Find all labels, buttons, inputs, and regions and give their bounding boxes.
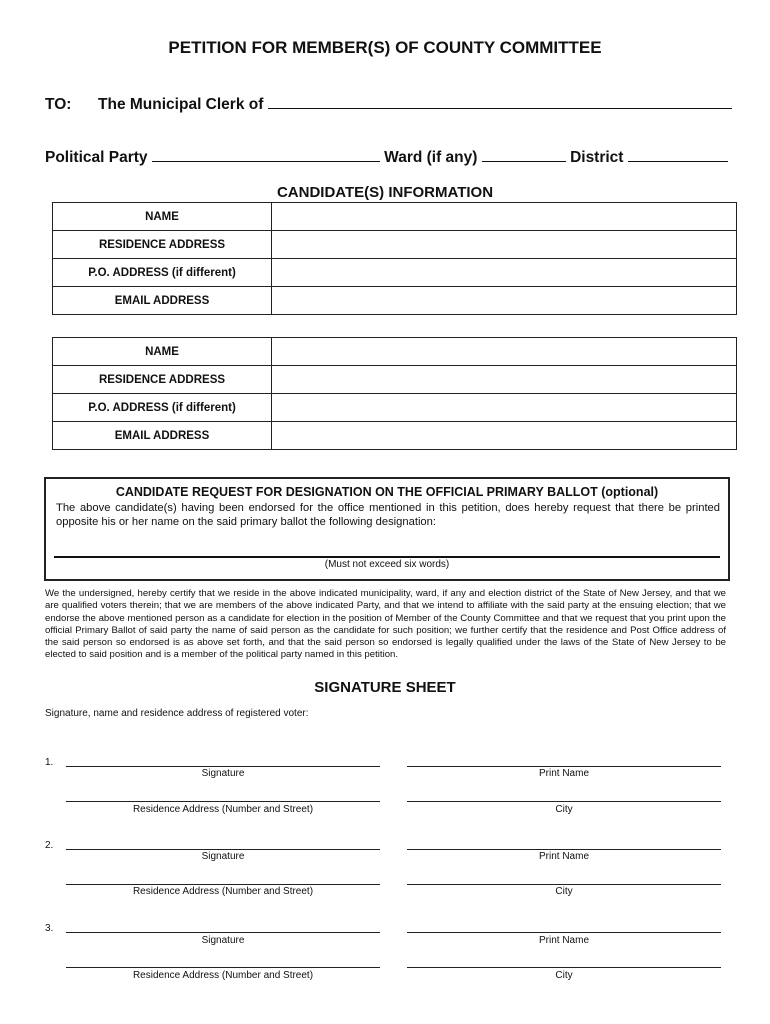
email-address-label: EMAIL ADDRESS: [53, 287, 272, 315]
table-row: [53, 231, 737, 259]
document-title: PETITION FOR MEMBER(S) OF COUNTY COMMITTEE: [168, 38, 602, 57]
candidate-table-1: [52, 202, 737, 315]
ballot-designation-text: The above candidate(s) having been endorsed for the office mentioned in this petition, does hereby request that there be printed opposite his or her name on the said primary ballot the following designation:: [56, 502, 720, 528]
municipal-clerk-field[interactable]: [268, 95, 732, 109]
signer-number: 1.: [45, 757, 54, 768]
candidate-1-name-field[interactable]: [272, 203, 737, 231]
candidate-2-name-field[interactable]: [272, 338, 737, 366]
ballot-designation-note: (Must not exceed six words): [324, 559, 450, 570]
candidate-table-2: [52, 337, 737, 450]
table-row: [53, 203, 737, 231]
signature-intro: Signature, name and residence address of registered voter:: [45, 708, 309, 719]
table-row: [53, 259, 737, 287]
ballot-designation-box: [44, 477, 730, 581]
city-label: City: [555, 886, 573, 897]
print-name-field[interactable]: [407, 932, 721, 933]
candidates-section-title: CANDIDATE(S) INFORMATION: [276, 184, 494, 201]
residence-address-field[interactable]: [66, 884, 380, 885]
signature-field[interactable]: [66, 766, 380, 767]
candidate-2-po-field[interactable]: [272, 394, 737, 422]
to-line: [45, 95, 732, 114]
city-label: City: [555, 970, 573, 981]
city-field[interactable]: [407, 801, 721, 802]
residence-address-label: Residence Address (Number and Street): [132, 804, 314, 815]
candidate-2-residence-field[interactable]: [272, 366, 737, 394]
city-field[interactable]: [407, 884, 721, 885]
print-name-field[interactable]: [407, 766, 721, 767]
table-row: [53, 422, 737, 450]
party-ward-district-line: [45, 148, 728, 167]
table-row: [53, 287, 737, 315]
table-row: [53, 394, 737, 422]
signature-field[interactable]: [66, 849, 380, 850]
district-label: District: [570, 149, 624, 166]
ballot-designation-field[interactable]: [54, 556, 720, 558]
candidate-1-email-field[interactable]: [272, 287, 737, 315]
residence-address-label: Residence Address (Number and Street): [132, 970, 314, 981]
city-label: City: [555, 804, 573, 815]
signature-label: Signature: [201, 935, 245, 946]
political-party-field[interactable]: [152, 148, 380, 162]
print-name-label: Print Name: [538, 851, 589, 862]
political-party-label: Political Party: [45, 149, 148, 166]
name-label: NAME: [53, 338, 272, 366]
signature-field[interactable]: [66, 932, 380, 933]
print-name-field[interactable]: [407, 849, 721, 850]
ward-label: Ward (if any): [384, 149, 478, 166]
name-label: NAME: [53, 203, 272, 231]
residence-address-field[interactable]: [66, 967, 380, 968]
candidate-1-po-field[interactable]: [272, 259, 737, 287]
email-address-label: EMAIL ADDRESS: [53, 422, 272, 450]
residence-address-label: RESIDENCE ADDRESS: [53, 366, 272, 394]
certification-text: We the undersigned, hereby certify that we reside in the above indicated municipality, ward, if any and election district of the State of New Jersey, and that we are qualified voters therein; that we are members of the above indicated Party, and that we intend to affiliate with the said party at the ensuing election; that we endorse the above mentioned person as a candidate for election in the position of Member of the County Committee and that we request that you print upon the official Primary Ballot of said party the name of said person as the candidate for such position; we further certify that the residence and Post Office address of the said person so endorsed is as above set forth, and that the said person so endorsed is legally qualified under the laws of the State of New Jersey to be elected to said position and is a member of the political party named in this petition.: [45, 588, 726, 661]
municipal-clerk-label: The Municipal Clerk of: [98, 96, 264, 113]
signer-number: 3.: [45, 923, 54, 934]
ward-field[interactable]: [482, 148, 566, 162]
candidate-2-email-field[interactable]: [272, 422, 737, 450]
signature-label: Signature: [201, 768, 245, 779]
table-row: [53, 366, 737, 394]
print-name-label: Print Name: [538, 768, 589, 779]
print-name-label: Print Name: [538, 935, 589, 946]
po-address-label: P.O. ADDRESS (if different): [53, 394, 272, 422]
ballot-designation-title: CANDIDATE REQUEST FOR DESIGNATION ON THE OFFICIAL PRIMARY BALLOT (optional): [115, 485, 659, 499]
city-field[interactable]: [407, 967, 721, 968]
signature-sheet-title: SIGNATURE SHEET: [314, 679, 456, 696]
signer-number: 2.: [45, 840, 54, 851]
residence-address-label: Residence Address (Number and Street): [132, 886, 314, 897]
signature-label: Signature: [201, 851, 245, 862]
table-row: [53, 338, 737, 366]
po-address-label: P.O. ADDRESS (if different): [53, 259, 272, 287]
residence-address-label: RESIDENCE ADDRESS: [53, 231, 272, 259]
district-field[interactable]: [628, 148, 728, 162]
candidate-1-residence-field[interactable]: [272, 231, 737, 259]
residence-address-field[interactable]: [66, 801, 380, 802]
to-label: TO:: [45, 96, 72, 113]
